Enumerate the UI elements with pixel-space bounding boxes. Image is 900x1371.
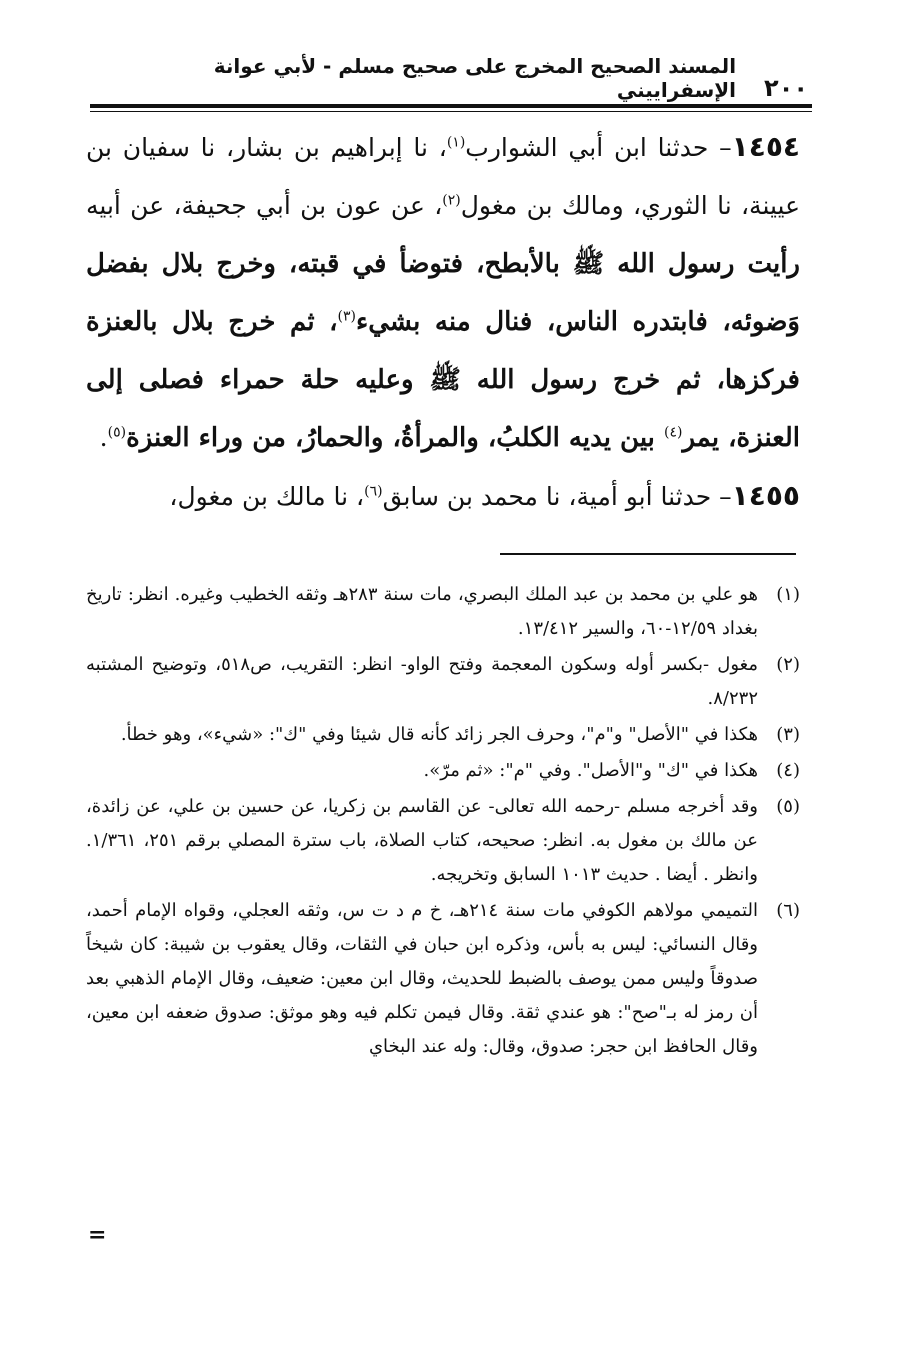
footnote-ref[interactable]: (٤) <box>663 424 683 441</box>
footnote-ref[interactable]: (٦) <box>364 483 383 500</box>
running-title: المسند الصحيح المخرج على صحيح مسلم - لأبي عوانة الإسفراييني <box>213 54 737 102</box>
continuation-mark: = <box>88 1222 107 1248</box>
hadith-number: ١٤٥٤ <box>731 130 801 163</box>
footnote <box>86 754 800 788</box>
matn-text: ، ثم خرج بلال بالعنزة فركزها، ثم خرج رسول الله ﷺ وعليه حلة حمراء فصلى إلى العنزة، يمر <box>86 307 800 453</box>
matn-text: رأيت رسول الله ﷺ بالأبطح، فتوضأ في قبته، وخرج بلال بفضل وَضوئه، فابتدره الناس، فنال منه بشيء <box>86 249 800 337</box>
footnote-text: وقد أخرجه مسلم -رحمه الله تعالى- عن القاسم بن زكريا، عن حسين بن علي، عن زائدة، عن مالك بن مغول به. انظر: صحيحه، كتاب الصلاة، باب سترة المصلي برقم ٢٥١، ١/٣٦١. وانظر . أيضا . حديث ١٠١٣ السابق وتخريجه. <box>86 796 759 885</box>
matn-text: بين يديه الكلبُ، والمرأةُ، والحمارُ، من وراء العنزة <box>126 423 664 453</box>
isnad-text: ، نا إبراهيم بن بشار، نا سفيان بن عيينة، نا الثوري، ومالك بن مغول <box>86 133 800 220</box>
hadith-1455 <box>86 467 800 526</box>
page-number: ٢٠٠ <box>764 74 808 102</box>
header-rule-thin <box>90 111 812 112</box>
footnote-ref[interactable]: (٣) <box>337 308 357 325</box>
isnad-text: حدثنا أبو أمية، نا محمد بن سابق <box>382 482 712 511</box>
hadith-number: ١٤٥٥ <box>731 479 800 512</box>
isnad-text: ، عن عون بن أبي جحيفة، عن أبيه <box>86 191 443 220</box>
main-text <box>86 118 800 526</box>
footnote-ref[interactable]: (٢) <box>442 192 461 209</box>
footnote-text: التميمي مولاهم الكوفي مات سنة ٢١٤هـ، خ م د ت س، وثقه العجلي، وقواه الإمام أحمد، وقال النسائي: ليس به بأس، وذكره ابن حبان في الثقات، وقال يعقوب بن شيبة: كان شيخاً صدوقاً وليس ممن يوصف بالضبط للحديث، وقال ابن معين: ضعيف، وقال الإمام الذهبي بعد أن رمز له بـ"صح": هو عندي ثقة. وقال فيمن تكلم فيه وهو موثق: صدوق ضعفه ابن معين، وقال الحافظ ابن حجر: صدوق، وقال: وله عند البخاي <box>86 900 758 1057</box>
footnote-number: (٢) <box>776 654 800 675</box>
footnote-ref[interactable]: (١) <box>446 134 466 151</box>
hadith-1454 <box>86 118 800 467</box>
footnote-separator <box>500 553 796 555</box>
footnote <box>86 718 800 752</box>
footnote <box>86 578 800 646</box>
dash: – <box>711 482 732 511</box>
footnote <box>86 790 800 892</box>
footnote-number: (٥) <box>776 796 800 817</box>
footnote-ref[interactable]: (٥) <box>107 424 127 441</box>
footnote <box>86 648 800 716</box>
footnote <box>86 894 800 1064</box>
isnad-text: ، نا مالك بن مغول، <box>169 482 365 511</box>
footnote-text: هكذا في "ك" و"الأصل". وفي "م": «ثم مرّ». <box>423 760 758 781</box>
footnotes <box>86 578 800 1066</box>
period: . <box>99 423 108 452</box>
footnote-number: (١) <box>776 584 800 605</box>
isnad-text: حدثنا ابن أبي الشوارب <box>465 133 709 162</box>
footnote-text: مغول -بكسر أوله وسكون المعجمة وفتح الواو- انظر: التقريب، ص٥١٨، وتوضيح المشتبه ٨/٢٣٢. <box>86 654 758 709</box>
footnote-text: هكذا في "الأصل" و"م"، وحرف الجر زائد كأنه قال شيئا وفي "ك": «شيء»، وهو خطأ. <box>120 724 758 745</box>
footnote-number: (٣) <box>776 724 800 745</box>
dash: – <box>708 133 732 162</box>
footnote-number: (٤) <box>776 760 800 781</box>
header-rule <box>90 104 812 108</box>
footnote-number: (٦) <box>776 900 800 921</box>
footnote-text: هو علي بن محمد بن عبد الملك البصري، مات سنة ٢٨٣هـ وثقه الخطيب وغيره. انظر: تاريخ بغداد ١٢/٥٩-٦٠، والسير ١٣/٤١٢. <box>86 584 758 639</box>
page-header <box>92 54 808 102</box>
